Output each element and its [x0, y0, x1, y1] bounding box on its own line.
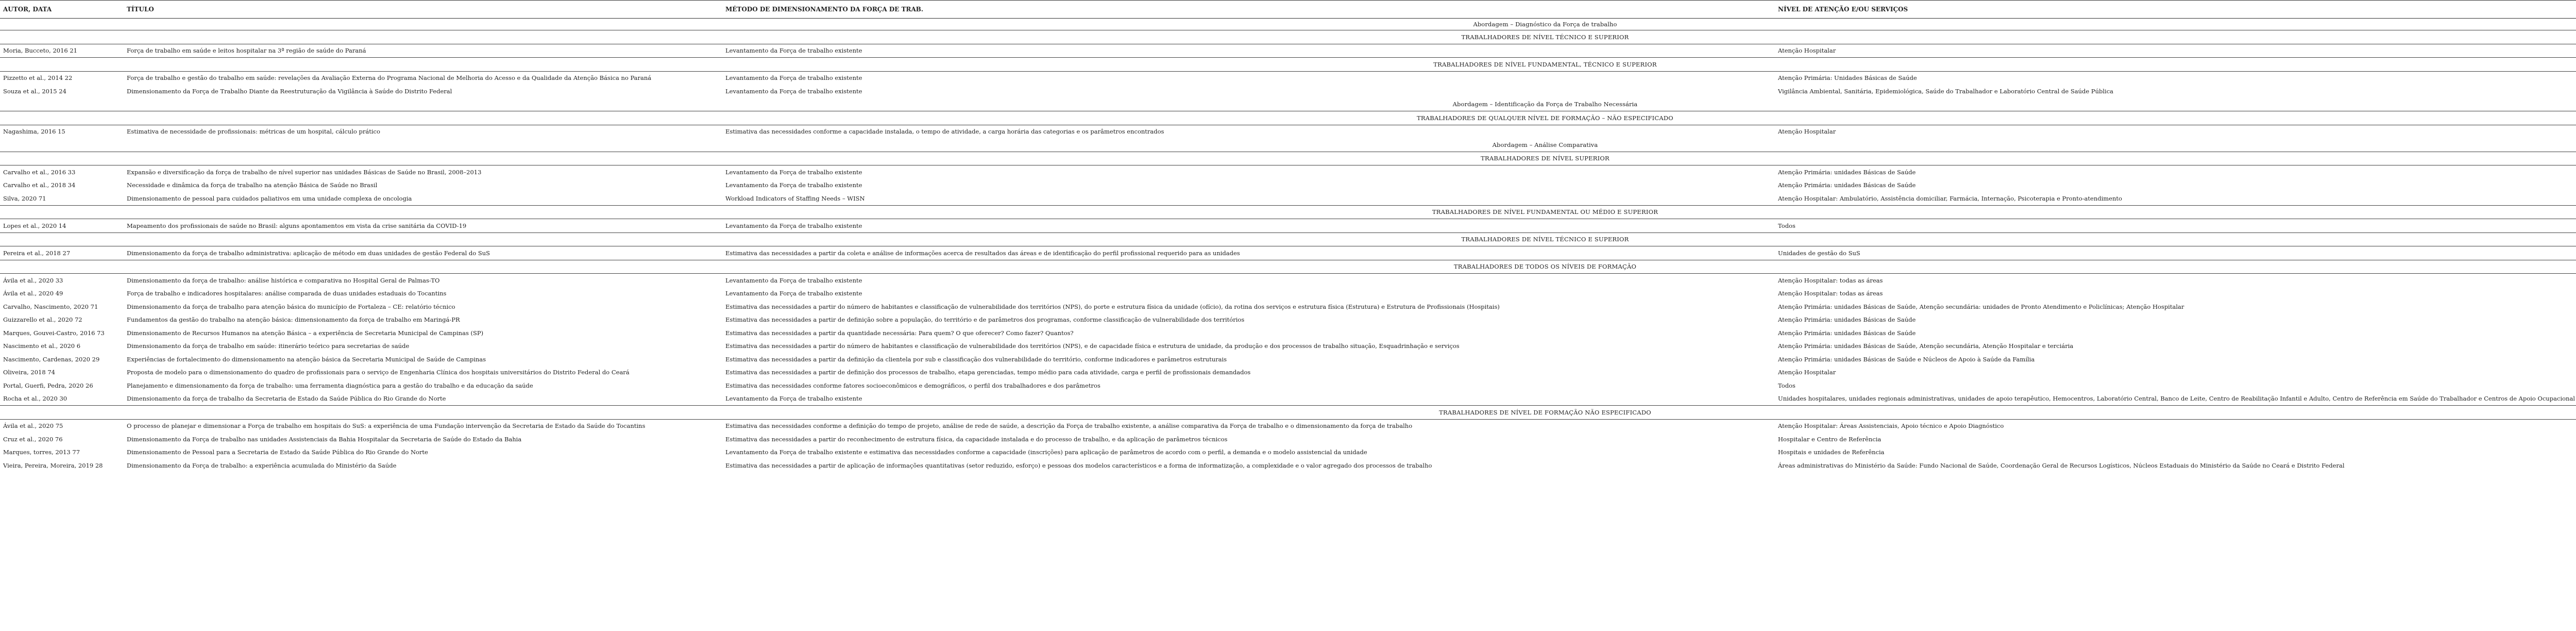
cell-titulo: Dimensionamento da Força de trabalho nas unidades Assistenciais da Bahia Hospitalar da Secretaria de Saúde do Estado da Bahia: [127, 435, 522, 443]
cell-titulo: Expansão e diversificação da força de trabalho de nível superior nas unidades Básicas de Saúde no Brasil, 2008–2013: [127, 168, 482, 176]
approach-row: [0, 98, 2576, 111]
table-row: [0, 274, 2576, 287]
table-row: [0, 44, 2576, 58]
table-row: [0, 85, 2576, 98]
cell-autor: Carvalho et al., 2018 34: [3, 181, 76, 189]
section-title: TRABALHADORES DE NÍVEL SUPERIOR: [0, 152, 2576, 165]
section-row: [0, 260, 2576, 274]
table-row: [0, 353, 2576, 366]
section-row: [0, 406, 2576, 420]
cell-metodo: Estimativa das necessidades a partir de definição dos processos de trabalho, etapa gerenciadas, tempo médio para cada atividade, carga e perfil de profissionais demandados: [725, 369, 1251, 376]
cell-autor: Guizzarello et al., 2020 72: [3, 316, 82, 324]
cell-nivel: Todos: [1778, 381, 1795, 389]
cell-nivel: Atenção Hospitalar: todas as áreas: [1778, 290, 1883, 297]
cell-autor: Marques, Gouvei-Castro, 2016 73: [3, 329, 105, 337]
approach-title: Abordagem – Análise Comparativa: [1492, 141, 1598, 148]
cell-autor: Lopes et al., 2020 14: [3, 222, 66, 229]
cell-nivel: Unidades hospitalares, unidades regionais administrativas, unidades de apoio terapêutico, Hemocentros, Laboratório Central, Banco de Leite, Centro de Reabilitação Infantil e Adulto, Centro de Referência em Saúde do Trabalhador e Centros de Apoio Ocupacional: [1778, 395, 2575, 403]
cell-titulo: Dimensionamento da força de trabalho para atenção básica do município de Fortaleza – CE: relatório técnico: [127, 303, 455, 310]
cell-titulo: Força de trabalho e indicadores hospitalares: análise comparada de duas unidades estaduais do Tocantins: [127, 290, 447, 297]
cell-nivel: Atenção Primária: unidades Básicas de Saúde: [1778, 168, 1916, 176]
section-title: TRABALHADORES DE NÍVEL TÉCNICO E SUPERIOR: [0, 233, 2576, 246]
cell-autor: Nascimento et al., 2020 6: [3, 342, 81, 350]
cell-metodo: Estimativa das necessidades a partir do reconhecimento de estrutura física, da capacidade instalada e do processo de trabalho, e da aplicação de parâmetros técnicos: [725, 435, 1228, 443]
cell-titulo: Dimensionamento da força de trabalho: análise histórica e comparativa no Hospital Geral de Palmas-TO: [127, 276, 440, 284]
table-row: [0, 313, 2576, 327]
cell-titulo: Dimensionamento de Pessoal para a Secretaria de Estado da Saúde Pública do Rio Grande do Norte: [127, 449, 428, 456]
section-row: [0, 205, 2576, 219]
table-row: [0, 326, 2576, 340]
cell-titulo: Experiências de fortalecimento do dimensionamento na atenção básica da Secretaria Municipal de Saúde de Campinas: [127, 355, 486, 363]
cell-nivel: Atenção Primária: unidades Básicas de Saúde: [1778, 316, 1916, 324]
approach-row: [0, 19, 2576, 30]
header-titulo: TÍTULO: [124, 1, 722, 19]
table-row: [0, 287, 2576, 301]
cell-autor: Pereira et al., 2018 27: [3, 249, 71, 257]
cell-nivel: Hospitalar e Centro de Referência: [1778, 435, 1882, 443]
cell-nivel: Atenção Hospitalar: Áreas Assistenciais, Apoio técnico e Apoio Diagnóstico: [1778, 422, 2004, 430]
cell-autor: Souza et al., 2015 24: [3, 87, 66, 95]
cell-autor: Marques, torres, 2013 77: [3, 449, 80, 456]
cell-autor: Ávila et al., 2020 49: [3, 290, 63, 297]
cell-metodo: Levantamento da Força de trabalho existente: [725, 395, 862, 403]
cell-titulo: Força de trabalho e gestão do trabalho em saúde: revelações da Avaliação Externa do Programa Nacional de Melhoria do Acesso e da Qualidade da Atenção Básica no Paraná: [127, 74, 652, 82]
cell-metodo: Estimativa das necessidades conforme a capacidade instalada, o tempo de atividade, a carga horária das categorias e os parâmetros encontrados: [725, 128, 1164, 136]
approach-row: [0, 138, 2576, 152]
table-row: [0, 300, 2576, 313]
cell-titulo: Planejamento e dimensionamento da força de trabalho: uma ferramenta diagnóstica para a gestão do trabalho e da educação da saúde: [127, 381, 533, 389]
table-row: [0, 219, 2576, 233]
cell-titulo: Força de trabalho em saúde e leitos hospitalar na 3ª região de saúde do Paraná: [127, 47, 366, 55]
section-row: [0, 152, 2576, 165]
cell-autor: Moria, Bucceto, 2016 21: [3, 47, 77, 55]
cell-titulo: Dimensionamento de Recursos Humanos na atenção Básica – a experiência de Secretaria Municipal de Campinas (SP): [127, 329, 484, 337]
section-title: TRABALHADORES DE TODOS OS NÍVEIS DE FORMAÇÃO: [0, 260, 2576, 274]
cell-nivel: Atenção Primária: unidades Básicas de Saúde: [1778, 329, 1916, 337]
section-title: TRABALHADORES DE NÍVEL DE FORMAÇÃO NÃO ESPECIFICADO: [0, 406, 2576, 420]
cell-titulo: Proposta de modelo para o dimensionamento do quadro de profissionais para o serviço de Engenharia Clínica dos hospitais universitários do Distrito Federal do Ceará: [127, 369, 630, 376]
cell-nivel: Atenção Hospitalar: todas as áreas: [1778, 276, 1883, 284]
cell-metodo: Estimativa das necessidades a partir da quantidade necessária: Para quem? O que oferecer? Como fazer? Quantos?: [725, 329, 1074, 337]
cell-metodo: Estimativa das necessidades a partir de definição sobre a população, do território e de parâmetros dos programas, conforme classificação de vulnerabilidade dos territórios: [725, 316, 1245, 324]
section-title: TRABALHADORES DE QUALQUER NÍVEL DE FORMAÇÃO – NÃO ESPECIFICADO: [0, 111, 2576, 125]
cell-nivel: Atenção Primária: unidades Básicas de Saúde e Núcleos de Apoio à Saúde da Família: [1778, 355, 2035, 363]
cell-metodo: Estimativa das necessidades a partir do número de habitantes e classificação de vulnerabilidade dos territórios (NPS), do porte e estrutura física da unidade (ofício), da rotina dos serviços e estrutura física (Estrutura) e Estrutura de Profissionais (Hospitais): [725, 303, 1500, 310]
cell-metodo: Levantamento da Força de trabalho existente: [725, 276, 862, 284]
section-title: TRABALHADORES DE NÍVEL FUNDAMENTAL, TÉCNICO E SUPERIOR: [0, 58, 2576, 72]
table-row: [0, 459, 2576, 472]
table-row: [0, 366, 2576, 379]
cell-metodo: Estimativa das necessidades conforme a definição do tempo de projeto, análise de rede de saúde, a descrição da Força de trabalho existente, a análise comparativa da Força de trabalho e o dimensionamento da força de trabalho: [725, 422, 1413, 430]
cell-autor: Silva, 2020 71: [3, 194, 46, 202]
cell-nivel: Atenção Hospitalar: [1778, 47, 1836, 55]
table-row: [0, 179, 2576, 192]
cell-autor: Nascimento, Cardenas, 2020 29: [3, 355, 100, 363]
cell-nivel: Áreas administrativas do Ministério da Saúde: Fundo Nacional de Saúde, Coordenação Geral de Recursos Logísticos, Núcleos Estaduais do Ministério da Saúde no Ceará e Distrito Federal: [1778, 461, 2345, 469]
cell-autor: Oliveira, 2018 74: [3, 369, 55, 376]
cell-titulo: Mapeamento dos profissionais de saúde no Brasil: alguns apontamentos em vista da crise sanitária da COVID-19: [127, 222, 467, 229]
cell-metodo: Workload Indicators of Staffing Needs – WISN: [725, 194, 865, 202]
section-row: [0, 111, 2576, 125]
cell-titulo: Dimensionamento da Força de Trabalho Diante da Reestruturação da Vigilância à Saúde do Distrito Federal: [127, 87, 452, 95]
cell-titulo: O processo de planejar e dimensionar a Força de trabalho em hospitais do SuS: a experiência de uma Fundação intervenção da Secretaria de Estado da Saúde do Tocantins: [127, 422, 646, 430]
table-row: [0, 392, 2576, 406]
cell-metodo: Estimativa das necessidades a partir da coleta e análise de informações acerca de resultados das áreas e de identificação do perfil profissional requerido para as unidades: [725, 249, 1240, 257]
cell-titulo: Dimensionamento da Força de trabalho: a experiência acumulada do Ministério da Saúde: [127, 461, 397, 469]
cell-autor: Carvalho et al., 2016 33: [3, 168, 76, 176]
table-row: [0, 379, 2576, 392]
cell-nivel: Unidades de gestão do SuS: [1778, 249, 1860, 257]
cell-metodo: Estimativa das necessidades a partir de aplicação de informações quantitativas (setor reduzido, esforço) e pessoas dos modelos característicos e a forma de informatização, a complexidade e o valor agregado dos processos de trabalho: [725, 461, 1432, 469]
cell-autor: Portal, Guerfi, Pedra, 2020 26: [3, 381, 93, 389]
approach-title: Abordagem – Identificação da Força de Trabalho Necessária: [1452, 101, 1638, 108]
cell-metodo: Levantamento da Força de trabalho existente: [725, 87, 862, 95]
section-row: [0, 30, 2576, 44]
cell-nivel: Atenção Primária: unidades Básicas de Saúde, Atenção secundária, Atenção Hospitalar e terciária: [1778, 342, 2074, 350]
cell-metodo: Estimativa das necessidades conforme fatores socioeconômicos e demográficos, o perfil dos trabalhadores e dos parâmetros: [725, 381, 1100, 389]
cell-nivel: Hospitais e unidades de Referência: [1778, 449, 1885, 456]
cell-nivel: Atenção Primária: unidades Básicas de Saúde, Atenção secundária: unidades de Pronto Atendimento e Policlínicas; Atenção Hospitalar: [1778, 303, 2184, 310]
header-nivel: NÍVEL DE ATENÇÃO E/OU SERVIÇOS: [1775, 1, 2576, 19]
section-title: TRABALHADORES DE NÍVEL FUNDAMENTAL OU MÉDIO E SUPERIOR: [0, 205, 2576, 219]
cell-nivel: Vigilância Ambiental, Sanitária, Epidemiológica, Saúde do Trabalhador e Laboratório Central de Saúde Pública: [1778, 87, 2113, 95]
cell-autor: Nagashima, 2016 15: [3, 128, 65, 136]
cell-autor: Ávila et al., 2020 75: [3, 422, 63, 430]
cell-metodo: Levantamento da Força de trabalho existente: [725, 290, 862, 297]
cell-metodo: Levantamento da Força de trabalho existente: [725, 222, 862, 229]
table-row: [0, 446, 2576, 459]
header-metodo: MÉTODO DE DIMENSIONAMENTO DA FORÇA DE TRAB.: [722, 1, 1775, 19]
table-body: [0, 19, 2576, 472]
cell-autor: Vieira, Pereira, Moreira, 2019 28: [3, 461, 103, 469]
cell-autor: Pizzetto et al., 2014 22: [3, 74, 73, 82]
cell-titulo: Dimensionamento da força de trabalho em saúde: itinerário teórico para secretarias de saúde: [127, 342, 410, 350]
cell-autor: Ávila et al., 2020 33: [3, 276, 63, 284]
cell-metodo: Levantamento da Força de trabalho existente: [725, 168, 862, 176]
header-autor: AUTOR, DATA: [0, 1, 124, 19]
cell-titulo: Necessidade e dinâmica da força de trabalho na atenção Básica de Saúde no Brasil: [127, 181, 378, 189]
table-row: [0, 419, 2576, 433]
cell-metodo: Levantamento da Força de trabalho existente e estimativa das necessidades conforme a capacidade (inscrições) para aplicação de parâmetros de acordo com o perfil, a demanda e o modelo assistencial da unidade: [725, 449, 1367, 456]
cell-nivel: Atenção Hospitalar: [1778, 128, 1836, 136]
section-row: [0, 58, 2576, 72]
cell-titulo: Estimativa de necessidade de profissionais: métricas de um hospital, cálculo prático: [127, 128, 380, 136]
cell-metodo: Estimativa das necessidades a partir do número de habitantes e classificação de vulnerabilidade dos territórios (NPS), e de capacidade física e estrutura de unidade, da produção e dos processos de trabalho situação, Esquadrinhação e serviços: [725, 342, 1460, 350]
table-row: [0, 165, 2576, 179]
table-row: [0, 192, 2576, 205]
cell-titulo: Fundamentos da gestão do trabalho na atenção básica: dimensionamento da força de trabalho em Maringá-PR: [127, 316, 460, 324]
cell-titulo: Dimensionamento de pessoal para cuidados paliativos em uma unidade complexa de oncologia: [127, 194, 412, 202]
approach-title: Abordagem – Diagnóstico da Força de trabalho: [1473, 21, 1617, 28]
cell-titulo: Dimensionamento da força de trabalho da Secretaria de Estado da Saúde Pública do Rio Grande do Norte: [127, 395, 446, 403]
table-row: [0, 433, 2576, 446]
cell-metodo: Levantamento da Força de trabalho existente: [725, 181, 862, 189]
cell-metodo: Levantamento da Força de trabalho existente: [725, 74, 862, 82]
table-row: [0, 246, 2576, 260]
table-row: [0, 340, 2576, 353]
cell-nivel: Atenção Primária: unidades Básicas de Saúde: [1778, 181, 1916, 189]
cell-metodo: Levantamento da Força de trabalho existente: [725, 47, 862, 55]
cell-nivel: Todos: [1778, 222, 1795, 229]
section-title: TRABALHADORES DE NÍVEL TÉCNICO E SUPERIOR: [0, 30, 2576, 44]
header-row: [0, 1, 2576, 19]
table-row: [0, 71, 2576, 85]
cell-autor: Cruz et al., 2020 76: [3, 435, 63, 443]
table-row: [0, 125, 2576, 138]
cell-titulo: Dimensionamento da força de trabalho administrativa: aplicação de método em duas unidades de gestão Federal do SuS: [127, 249, 490, 257]
cell-nivel: Atenção Hospitalar: Ambulatório, Assistência domiciliar, Farmácia, Internação, Psicoterapia e Pronto-atendimento: [1778, 194, 2122, 202]
cell-nivel: Atenção Primária: Unidades Básicas de Saúde: [1778, 74, 1917, 82]
cell-autor: Rocha et al., 2020 30: [3, 395, 67, 403]
cell-metodo: Estimativa das necessidades a partir da definição da clientela por sub e classificação dos vulnerabilidade do território, conforme indicadores e parâmetros estruturais: [725, 355, 1227, 363]
section-row: [0, 233, 2576, 246]
cell-autor: Carvalho, Nascimento, 2020 71: [3, 303, 98, 310]
cell-nivel: Atenção Hospitalar: [1778, 369, 1836, 376]
